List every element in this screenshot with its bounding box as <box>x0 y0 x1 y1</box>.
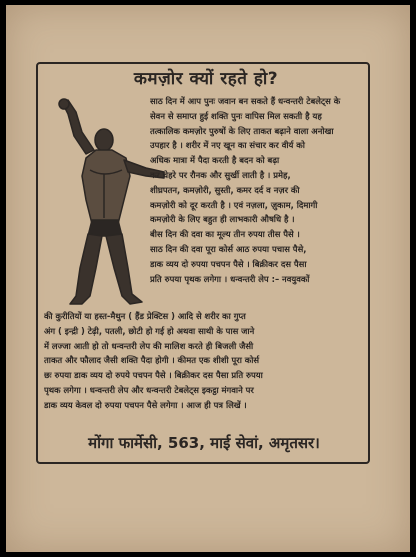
text-line: पृथक लगेगा । धन्वन्तरी लेप और धन्वन्तरी टेबलेट्स इकट्ठा मंगवाने पर <box>44 384 254 395</box>
text-line: उपहार है । शरीर में नए खून का संचार कर वीर्य को <box>150 140 305 151</box>
text-line: ताकत और फौलाद जैसी शक्ति पैदा होगी । कीमत एक शीशी पूरा कोर्स <box>44 355 260 366</box>
text-line: तत्कालिक कमज़ोर पुरुषों के लिए ताकत बढ़ाने वाला अनोखा <box>150 125 334 136</box>
text-line: साठ दिन में आप पुनः जवान बन सकते हैं धन्वन्तरी टेबलेट्स के <box>150 96 341 106</box>
text-line: की कुरीतियों या हस्त-मैथुन ( हैंड प्रेक्टिस ) आदि से शरीर का गुप्त <box>44 311 246 321</box>
text-line: छः रुपया डाक व्यय दो रुपये पचपन पैसे । बिक्रीकर दस पैसा प्रति रुपया <box>44 370 263 381</box>
text-line: सेवन से समाप्त हुई शक्ति पुनः वापिस मिल सकती है यह <box>150 110 322 121</box>
text-line: अधिक मात्रा में पैदा करती है बदन को बढ़ा <box>150 155 280 166</box>
text-line: अंग ( इन्द्री ) टेढ़ी, पतली, छोटी हो गई हो अथवा साथी के पास जाने <box>44 325 255 336</box>
body-text-right-column <box>150 94 364 286</box>
text-line: कर चेहरे पर रौनक और सुर्खी लाती है । प्रमेह, <box>150 169 291 180</box>
text-line: कमज़ोरी को दूर करती है । एवं नज़ला, ज़ुकाम, दिमागी <box>150 199 318 210</box>
text-line: बीस दिन की दवा का मूल्य तीन रुपया तीस पैसे । <box>150 229 300 240</box>
text-line: कमज़ोरी के लिए बहुत ही लाभकारी औषधि है । <box>150 214 295 225</box>
body-text-full-width <box>44 309 366 413</box>
pharmacy-address-footer: मोंगा फार्मेसी, 563, माई सेवां, अमृतसर। <box>88 434 320 452</box>
text-line: प्रति रुपया पृथक लगेगा । धन्वन्तरी लेप :– नवयुवकों <box>150 273 310 284</box>
text-line: डाक व्यय केवल दो रुपया पचपन पैसे लगेगा । आज ही पत्र लिखें । <box>44 399 247 410</box>
text-line: शीघ्रपतन, कमज़ोरी, सुस्ती, कमर दर्द व नज़र की <box>150 184 300 195</box>
text-line: डाक व्यय दो रुपया पचपन पैसे । बिक्रीकर दस पैसा <box>150 258 307 269</box>
headline: कमज़ोर क्यों रहते हो? <box>133 69 279 89</box>
text-line: साठ दिन की दवा पूरा कोर्स आठ रुपया पचास पैसे, <box>150 243 307 254</box>
muscleman-illustration <box>46 96 166 311</box>
text-line: में लज्जा आती हो तो धन्वन्तरी लेप की मालिश करते ही बिजली जैसी <box>44 340 254 351</box>
